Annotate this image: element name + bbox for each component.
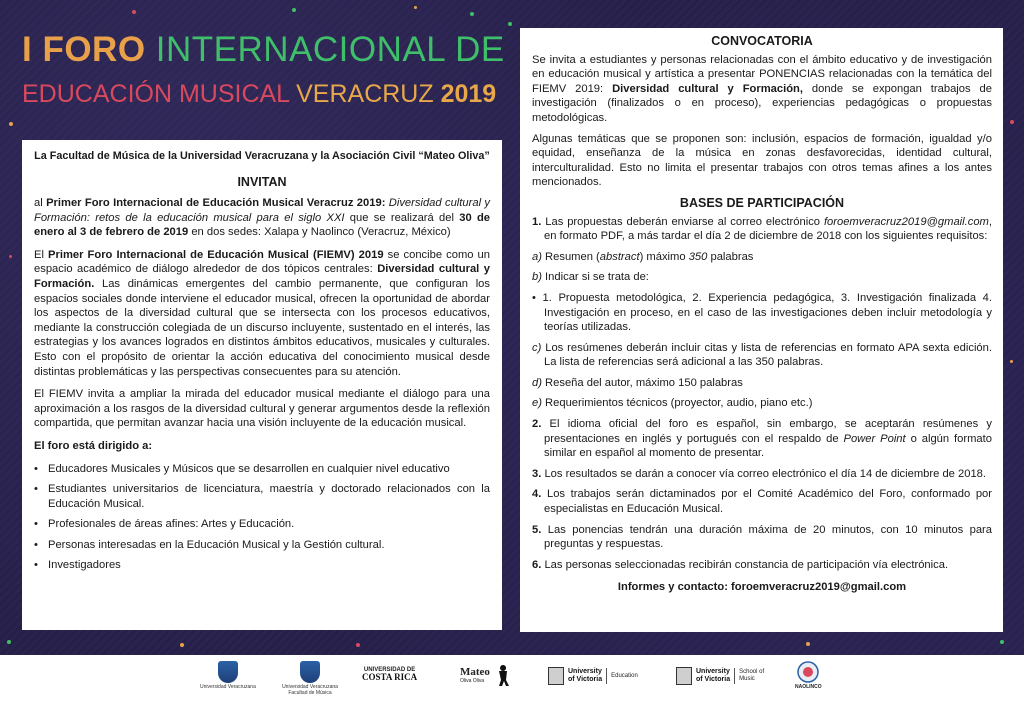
item-label: d): [532, 376, 542, 389]
audience-text: Personas interesadas en la Educación Musical y la Gestión cultural.: [48, 538, 385, 551]
decor-dot: [470, 12, 474, 16]
text: al: [34, 197, 47, 209]
mateo-name: Mateo: [460, 666, 490, 678]
text: Los resúmenes deberán incluir citas y lista de referencias en formato APA sexta edición. La lista de referencias será adicional a las 350 palabras.: [541, 341, 992, 369]
uvic-crest-icon: [548, 667, 564, 685]
invitation-paragraph-3: El FIEMV invita a ampliar la mirada del educador musical mediante el diálogo para una aproximación a los rasgos de la diversidad cultural y generar argumentos desde la reflexión compartida, que permitan avanzar hacia una visión incluyente de la educación musical.: [34, 388, 490, 430]
description-paragraph: [34, 248, 490, 379]
rule-number: 1.: [532, 215, 542, 228]
mateo-sub: Oliva Oliva: [460, 678, 485, 684]
ucr-logo: [362, 667, 417, 682]
rule-number: 4.: [532, 488, 542, 501]
mateo-oliva-logo: [460, 663, 512, 687]
item-label: b): [532, 271, 542, 284]
uvic-crest-icon: [676, 667, 692, 685]
uv-shield-icon: [300, 661, 320, 683]
uvic-name: [568, 668, 602, 684]
bullet: •: [34, 483, 38, 496]
audience-item: [34, 462, 490, 477]
audience-item: [34, 517, 490, 532]
item-label: c): [532, 341, 542, 354]
text: Resumen (: [541, 250, 600, 263]
text: 350: [688, 250, 708, 263]
text: palabras: [707, 250, 754, 263]
bullet: •: [34, 518, 38, 531]
text: Las ponencias tendrán una duración máxima de 20 minutos, con 10 minutos para preguntas y respuestas.: [541, 523, 992, 551]
audience-text: Profesionales de áreas afines: Artes y Educación.: [48, 518, 295, 531]
bullet: •: [34, 559, 38, 572]
uv-music-caption: Universidad Veracruzana Facultad de Música: [282, 684, 338, 696]
call-body: [532, 32, 992, 595]
text: , en formato PDF, a más tardar el día 2 de diciembre de 2018 con los siguientes requisitos:: [544, 215, 992, 243]
text: El idioma oficial del foro es español, sin embargo, se aceptarán resúmenes y presentaciones en inglés y portugués con el respaldo de: [541, 418, 992, 445]
title-internacional: INTERNACIONAL DE: [145, 30, 505, 69]
decor-dot: [1010, 360, 1013, 363]
mateo-text: [460, 666, 490, 684]
rule-2: [532, 417, 992, 461]
uvic-line-1: University: [568, 668, 602, 675]
central-topics: Diversidad cultural y Formación.: [34, 263, 490, 290]
title-educacion: EDUCACIÓN MUSICAL: [22, 80, 297, 108]
text: Los trabajos serán dictaminados por el Comité Académico del Foro, conformado por especialistas en Educación Musical.: [541, 488, 992, 516]
invitan-heading: INVITAN: [237, 174, 287, 189]
decor-dot: [356, 643, 360, 647]
rule-6: [532, 558, 992, 573]
requirement-a: [532, 250, 992, 265]
title-veracruz: VERACRUZ: [296, 80, 441, 108]
uvic-dept: School of Music: [739, 669, 765, 682]
text: donde se expongan trabajos de investigación (finalizados o en proceso), experiencias pedagógicas o propuestas metodológicas.: [532, 82, 992, 124]
title-year: 2019: [440, 80, 497, 108]
text: o algún formato similar en español al momento de presentar.: [544, 432, 992, 460]
rule-number: 6.: [532, 558, 542, 571]
item-label: a): [532, 250, 542, 263]
text: El: [34, 248, 49, 261]
forum-dates: 30 de enero al 3 de febrero de 2019: [34, 211, 491, 239]
decor-dot: [508, 22, 512, 26]
rule-number: 5.: [532, 523, 542, 536]
text: Las propuestas deberán enviarse al correo electrónico: [541, 215, 824, 228]
rule-3: [532, 467, 992, 482]
ucr-line-1: UNIVERSIDAD DE: [363, 667, 416, 673]
item-label: e): [532, 397, 542, 410]
decor-dot: [414, 6, 417, 9]
text: abstract: [599, 250, 640, 263]
logo-divider: [606, 668, 607, 684]
text: Requerimientos técnicos (proyector, audio, piano etc.): [541, 397, 813, 410]
decor-dot: [292, 8, 296, 12]
rule-5: [532, 523, 992, 552]
rule-number: 2.: [532, 418, 542, 431]
title-foro: I FORO: [22, 30, 146, 69]
naolinco-caption: NAOLINCO: [795, 684, 822, 690]
uvic-line-2: of Victoria: [696, 676, 731, 683]
decor-dot: [806, 642, 810, 646]
uvic-line-2: of Victoria: [568, 676, 603, 683]
contact-line: Informes y contacto: foroemveracruz2019@gmail.com: [617, 581, 907, 594]
poster-title-line-2: [22, 80, 496, 109]
requirement-b: [532, 270, 992, 285]
decor-dot: [1010, 120, 1014, 124]
decor-dot: [180, 643, 184, 647]
audience-text: Estudiantes universitarios de licenciatura, maestría y doctorado relacionados con la Educación Musical.: [48, 483, 490, 510]
decor-dot: [7, 640, 11, 644]
call-paragraph: [532, 53, 992, 126]
musician-silhouette-icon: [494, 663, 512, 687]
bullet: •: [34, 538, 38, 551]
forum-theme: Diversidad cultural y Formación: retos de la educación musical para el siglo XXI: [34, 197, 490, 224]
uvic-dept: Education: [611, 673, 638, 679]
requirement-d: [532, 376, 992, 391]
text: Power Point: [843, 432, 906, 445]
sponsor-logo-strip: [0, 655, 1024, 701]
decor-dot: [9, 122, 13, 126]
convocatoria-heading: CONVOCATORIA: [711, 34, 813, 48]
requirement-b-options: • 1. Propuesta metodológica, 2. Experiencia pedagógica, 3. Investigación finalizada 4. Investigación en proceso, en el caso de las investigaciones deben incluir metodología y teorías utilizadas.: [532, 291, 992, 334]
rule-1: [532, 215, 992, 244]
call-for-papers-panel: [520, 28, 1003, 632]
ucr-line-2: COSTA RICA: [362, 672, 418, 682]
audience-item: [34, 482, 490, 511]
audience-title: El foro está dirigido a:: [34, 439, 153, 452]
audience-item: [34, 558, 490, 573]
uv-music-logo: [280, 661, 340, 696]
uv-shield-icon: [218, 661, 238, 683]
email-link[interactable]: foroemveracruz2019@gmail.com: [823, 215, 989, 228]
theme: Diversidad cultural y Formación,: [612, 82, 803, 95]
uvic-music-logo: [676, 667, 767, 685]
organizers-heading: La Facultad de Música de la Universidad Veracruzana y la Asociación Civil “Mateo Oliva”: [34, 150, 490, 162]
decor-dot: [9, 255, 12, 258]
text: Las dinámicas emergentes del cambio permanente, que configuran los espacios sociales donde interviene el educador musical, ofrecen la oportunidad de abordar los aspectos de la diversidad cultural que se intersecta con los procesos educativos, mediante la construcción colegiada de un discurso incluyente, sustentado en el interés, las estrategias y los avances logrados en distintos ámbitos educativos, musicales y culturales. Esto con el propósito de orientar la acción educativa del conocimiento musical desde distintas problemáticas y las perspectivas consecuentes para su atención.: [34, 277, 490, 378]
invitation-panel: [22, 140, 502, 630]
text: Reseña del autor, máximo 150 palabras: [541, 376, 743, 389]
text: Los resultados se darán a conocer vía correo electrónico el día 14 de diciembre de 2018.: [541, 467, 987, 480]
uv-logo: [200, 661, 256, 690]
text: que se realizará del: [344, 211, 460, 224]
audience-text: Investigadores: [48, 559, 121, 572]
text: en dos sedes: Xalapa y Naolinco (Veracruz, México): [188, 226, 451, 239]
text: Las personas seleccionadas recibirán constancia de participación vía electrónica.: [541, 558, 949, 571]
requirement-c: [532, 341, 992, 370]
rule-4: [532, 487, 992, 516]
fiemv-name: Primer Foro Internacional de Educación Musical (FIEMV) 2019: [48, 248, 384, 261]
naolinco-logo: [795, 661, 822, 690]
uvic-line-1: University: [696, 668, 730, 675]
audience-text: Educadores Musicales y Músicos que se desarrollen en cualquier nivel educativo: [48, 462, 450, 475]
bases-heading: BASES DE PARTICIPACIÓN: [679, 195, 845, 210]
topics-paragraph: Algunas temáticas que se proponen son: inclusión, espacios de formación, igualdad y/o equidad, enseñanza de la música en zonas desfavorecidas, identidad cultural, interculturalidad. Esto no limita el presentar trabajos con otros temas afines a los antes mencionados.: [532, 132, 992, 189]
requirement-e: [532, 396, 992, 411]
logo-divider: [734, 668, 735, 684]
poster-title-line-1: [22, 30, 505, 70]
uv-logo-caption: Universidad Veracruzana: [200, 684, 256, 690]
decor-dot: [132, 10, 136, 14]
forum-name: Primer Foro Internacional de Educación Musical Veracruz 2019:: [46, 197, 386, 209]
decor-dot: [1000, 640, 1004, 644]
text: Se invita a estudiantes y personas relacionadas con el ámbito educativo y de investigación en educación musical y artística a presentar PONENCIAS relacionadas con la temática del FIEMV 2019:: [532, 53, 992, 95]
rule-number: 3.: [532, 467, 542, 480]
audience-item: [34, 538, 490, 553]
bullet: •: [34, 462, 38, 475]
uvic-education-logo: [548, 667, 638, 685]
text: se concibe como un espacio académico de diálogo alrededor de dos tópicos centrales:: [34, 248, 490, 276]
naolinco-emblem-icon: [797, 661, 819, 683]
invitation-body: [34, 196, 490, 579]
text: ) máximo: [639, 250, 689, 263]
invitation-paragraph: [34, 196, 490, 240]
uvic-name: [696, 668, 730, 684]
text: Indicar si se trata de:: [541, 271, 649, 284]
